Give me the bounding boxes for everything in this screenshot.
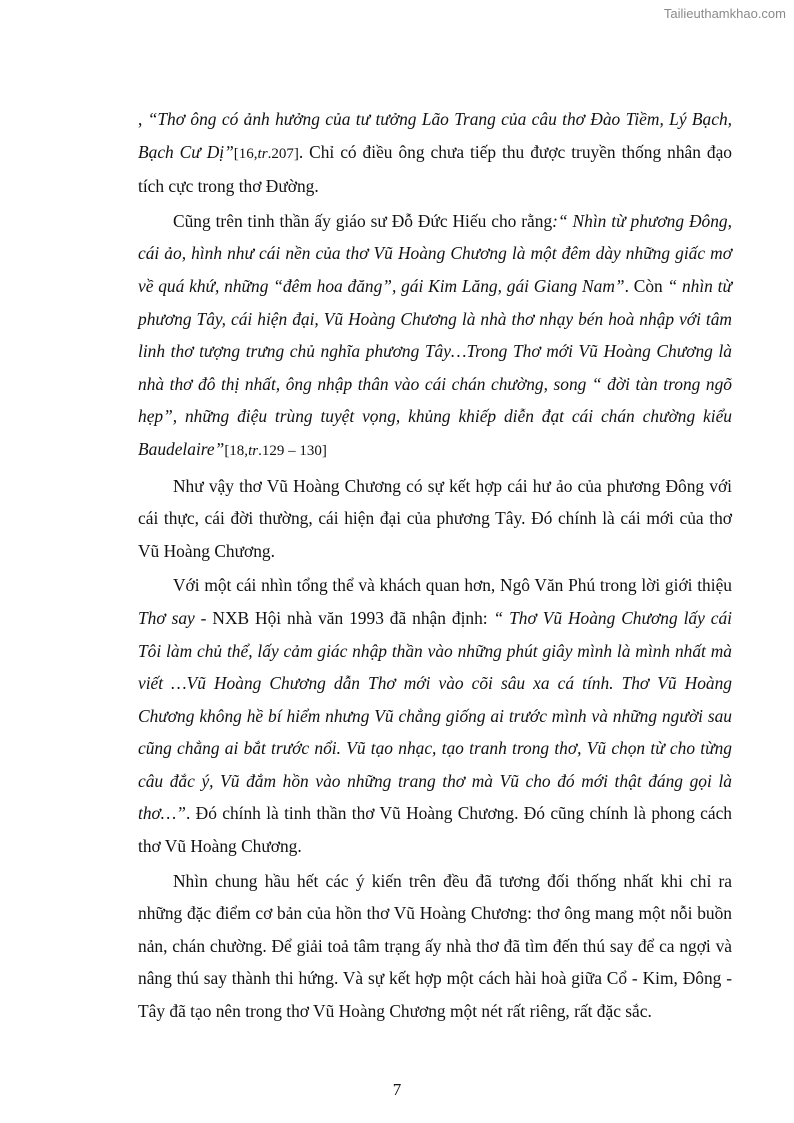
p1-ref-tr: tr bbox=[257, 145, 268, 162]
document-body bbox=[138, 103, 732, 1030]
p2-mid: . Còn bbox=[624, 275, 668, 296]
p1-lead: , bbox=[138, 109, 148, 129]
p2-ref-close: .129 – 130] bbox=[258, 442, 327, 459]
p1-quote: “Thơ ông có ảnh hưởng của tư tưởng Lão Trang của câu thơ Đào Tiềm, Lý Bạch, Bạch Cư Dị” bbox=[138, 109, 732, 162]
watermark: Tailieuthamkhao.com bbox=[663, 6, 786, 21]
paragraph-3: Như vậy thơ Vũ Hoàng Chương có sự kết hợp cái hư ảo của phương Đông với cái thực, cái đời thường, cái hiện đại của phương Tây. Đó chính là cái mới của thơ Vũ Hoàng Chương. bbox=[138, 475, 732, 561]
p2-quote-1: :“ Nhìn từ phương Đông, cái ảo, hình như cái nền của thơ Vũ Hoàng Chương là một đêm dày những giấc mơ về quá khứ, những “đêm hoa đăng”, gái Kim Lăng, gái Giang Nam” bbox=[138, 210, 732, 296]
paragraph-2 bbox=[138, 205, 732, 468]
p1-tail: . Chỉ có điều ông chưa tiếp thu được truyền thống nhân đạo tích cực trong thơ Đường. bbox=[138, 141, 733, 197]
p2-quote-2: “ nhìn từ phương Tây, cái hiện đại, Vũ Hoàng Chương là nhà thơ nhạy bén hoà nhập với tâm linh thơ tượng trưng chủ nghĩa phương Tây…Trong Thơ mới Vũ Hoàng Chương là nhà thơ đô thị nhất, ông nhập thân vào cái chán chường, song “ đời tàn trong ngõ hẹp”, những điệu trùng tuyệt vọng, khủng khiếp diễn đạt cái chán chường kiểu Baudelaire” bbox=[138, 275, 732, 459]
p4-quote: “ Thơ Vũ Hoàng Chương lấy cái Tôi làm chủ thể, lấy cảm giác nhập thần vào những phút giây mình là mình nhất mà viết …Vũ Hoàng Chương dẫn Thơ mới vào cõi sâu xa cá tính. Thơ Vũ Hoàng Chương không hề bí hiểm nhưng Vũ chẳng giống ai trước mình và những người sau cũng chẳng ai bắt trước nổi. Vũ tạo nhạc, tạo tranh trong thơ, Vũ chọn từ cho từng câu đắc ý, Vũ đắm hồn vào những trang thơ mà Vũ cho đó mới thật đáng gọi là thơ…” bbox=[138, 607, 732, 824]
p1-ref-close: .207] bbox=[267, 145, 299, 162]
p4-book-title: Thơ say bbox=[138, 607, 195, 628]
page-number: 7 bbox=[392, 1080, 402, 1099]
p2-citation bbox=[224, 443, 327, 459]
p2-ref-open: [18, bbox=[224, 442, 249, 459]
p4-mid: - NXB Hội nhà văn 1993 đã nhận định: bbox=[194, 607, 494, 628]
paragraph-5: Nhìn chung hầu hết các ý kiến trên đều đã tương đối thống nhất khi chỉ ra những đặc điểm cơ bản của hồn thơ Vũ Hoàng Chương: thơ ông mang một nỗi buồn nản, chán chường. Để giải toả tâm trạng ấy nhà thơ đã tìm đến thú say để ca ngợi và nâng thú say thành thi hứng. Và sự kết hợp một cách hài hoà giữa Cổ - Kim, Đông - Tây đã tạo nên trong thơ Vũ Hoàng Chương một nét rất riêng, rất đặc sắc. bbox=[138, 870, 732, 1022]
paragraph-4 bbox=[138, 569, 732, 862]
p1-citation bbox=[234, 146, 299, 162]
p4-lead: Với một cái nhìn tổng thể và khách quan hơn, Ngô Văn Phú trong lời giới thiệu bbox=[173, 575, 732, 596]
p2-ref-tr: tr bbox=[248, 442, 259, 459]
p4-tail: . Đó chính là tinh thần thơ Vũ Hoàng Chương. Đó cũng chính là phong cách thơ Vũ Hoàng Chương. bbox=[138, 803, 732, 857]
p1-ref-open: [16, bbox=[233, 145, 258, 162]
paragraph-1 bbox=[138, 103, 732, 203]
p2-lead: Cũng trên tinh thần ấy giáo sư Đỗ Đức Hiếu cho rằng bbox=[173, 210, 553, 231]
